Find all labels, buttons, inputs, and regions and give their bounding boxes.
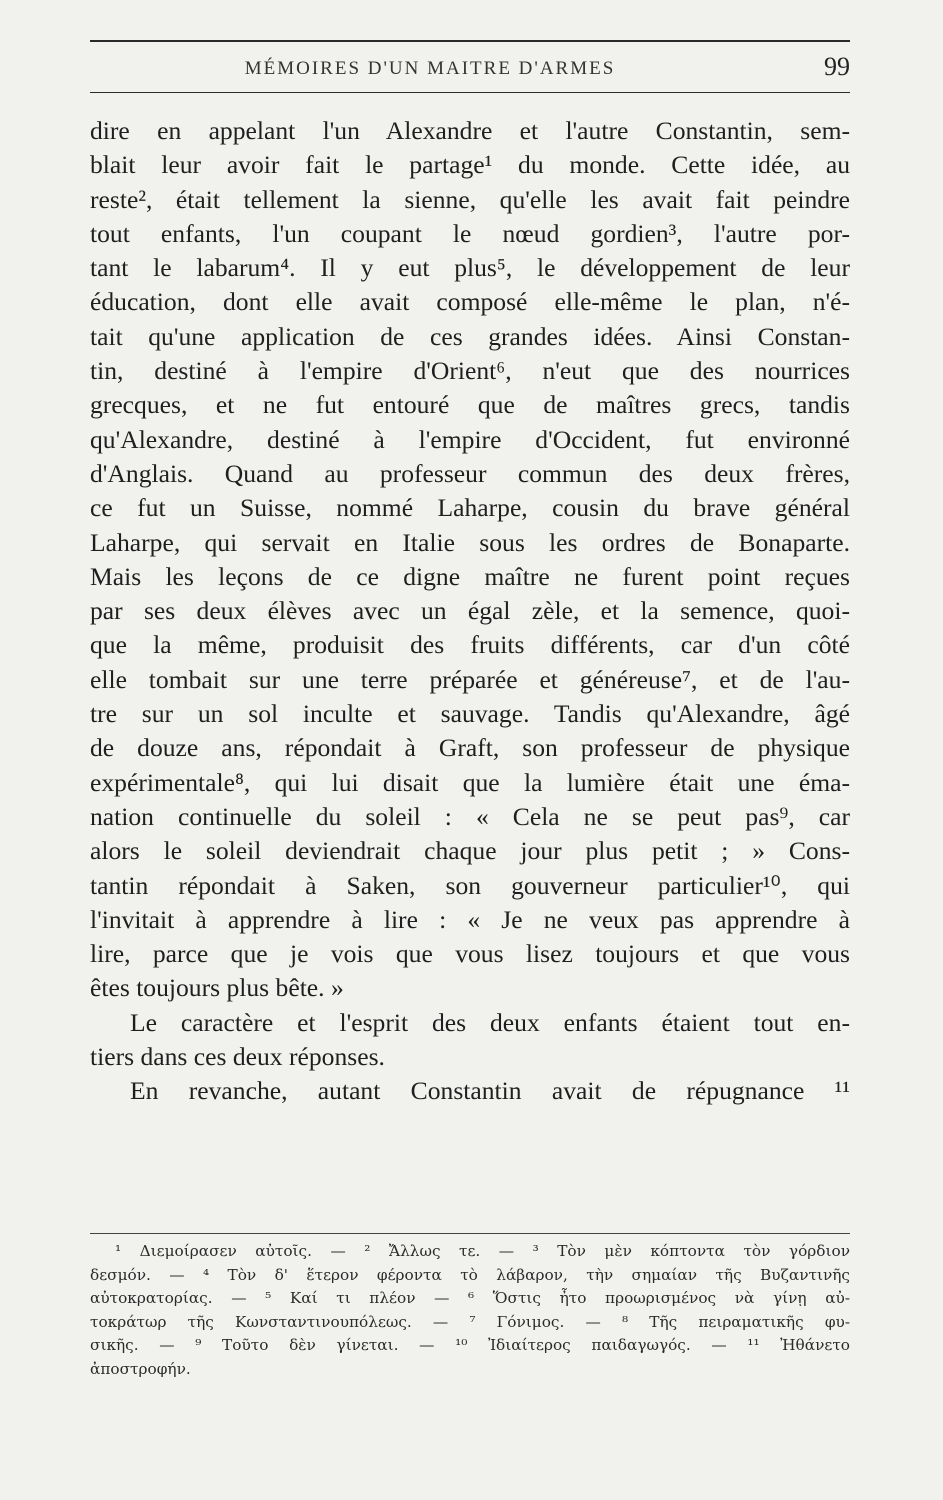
- text-line: Le caractère et l'esprit des deux enfants étaient tout en-: [130, 1007, 850, 1037]
- header-top-rule: [90, 40, 850, 42]
- text-line: de douze ans, répondait à Graft, son professeur de physique: [90, 733, 850, 763]
- footnote-line: σικῆς. — ⁹ Τοῦτο δὲν γίνεται. — ¹⁰ Ἰδιαίτερος παιδαγωγός. — ¹¹ Ἠθάνετο: [90, 1336, 850, 1355]
- text-line: tant le labarum⁴. Il y eut plus⁵, le développement de leur: [90, 253, 850, 283]
- text-line: Mais les leçons de ce digne maître ne furent point reçues: [90, 561, 850, 591]
- text-line: d'Anglais. Quand au professeur commun des deux frères,: [90, 458, 850, 488]
- footnote-rule: [90, 1233, 850, 1234]
- text-line: En revanche, autant Constantin avait de répugnance ¹¹: [130, 1076, 850, 1106]
- text-line: tout enfants, l'un coupant le nœud gordien³, l'autre por-: [90, 218, 850, 248]
- footnote-line: αὐτοκρατορίας. — ⁵ Καί τι πλέον — ⁶ Ὅστις ἦτο προωρισμένος νὰ γίνῃ αὐ-: [90, 1289, 850, 1308]
- text-line: blait leur avoir fait le partage¹ du monde. Cette idée, au: [90, 150, 850, 180]
- text-line: reste², était tellement la sienne, qu'elle les avait fait peindre: [90, 184, 850, 214]
- body-text: [90, 114, 850, 1109]
- footnote-line: ἀποστροφήν.: [90, 1359, 191, 1378]
- text-line: que la même, produisit des fruits différents, car d'un côté: [90, 630, 850, 660]
- text-line: lire, parce que je vois que vous lisez toujours et que vous: [90, 939, 850, 969]
- page-header: [90, 52, 850, 86]
- text-line: elle tombait sur une terre préparée et généreuse⁷, et de l'au-: [90, 664, 850, 694]
- running-title: MÉMOIRES D'UN MAITRE D'ARMES: [244, 58, 616, 79]
- text-line: ce fut un Suisse, nommé Laharpe, cousin du brave général: [90, 493, 850, 523]
- text-line: tin, destiné à l'empire d'Orient⁶, n'eut que des nourrices: [90, 356, 850, 386]
- text-line: alors le soleil deviendrait chaque jour plus petit ; » Cons-: [90, 836, 850, 866]
- text-line: nation continuelle du soleil : « Cela ne se peut pas⁹, car: [90, 801, 850, 831]
- text-line: êtes toujours plus bête. »: [90, 973, 344, 1003]
- text-line: l'invitait à apprendre à lire : « Je ne veux pas apprendre à: [90, 904, 850, 934]
- text-line: Laharpe, qui servait en Italie sous les ordres de Bonaparte.: [90, 527, 850, 557]
- text-line: tre sur un sol inculte et sauvage. Tandis qu'Alexandre, âgé: [90, 699, 850, 729]
- text-line: grecques, et ne fut entouré que de maîtres grecs, tandis: [90, 390, 850, 420]
- text-line: expérimentale⁸, qui lui disait que la lumière était une éma-: [90, 767, 850, 797]
- text-line: tantin répondait à Saken, son gouverneur particulier¹⁰, qui: [90, 870, 850, 900]
- footnote-line: ¹ Διεμοίρασεν αὐτοῖς. — ² Ἄλλως τε. — ³ Τὸν μὲν κόπτοντα τὸν γόρδιον: [115, 1242, 850, 1260]
- text-line: éducation, dont elle avait composé elle-même le plan, n'é-: [90, 287, 850, 317]
- text-line: dire en appelant l'un Alexandre et l'autre Constantin, sem-: [90, 116, 850, 145]
- footnote-line: δεσμόν. — ⁴ Τὸν δ' ἕτερον φέροντα τὸ λάβαρον, τὴν σημαίαν τῆς Βυζαντινῆς: [90, 1265, 850, 1284]
- text-line: tait qu'une application de ces grandes idées. Ainsi Constan-: [90, 321, 850, 351]
- text-line: par ses deux élèves avec un égal zèle, et la semence, quoi-: [90, 596, 850, 626]
- footnote-line: τοκράτωρ τῆς Κωνσταντινουπόλεως. — ⁷ Γόνιμος. — ⁸ Τῆς πειραματικῆς φυ-: [90, 1312, 850, 1331]
- page-number: 99: [824, 52, 850, 81]
- header-bottom-rule: [90, 92, 850, 93]
- text-line: qu'Alexandre, destiné à l'empire d'Occident, fut environné: [90, 424, 850, 454]
- text-line: tiers dans ces deux réponses.: [90, 1042, 385, 1072]
- footnotes: [90, 1240, 850, 1382]
